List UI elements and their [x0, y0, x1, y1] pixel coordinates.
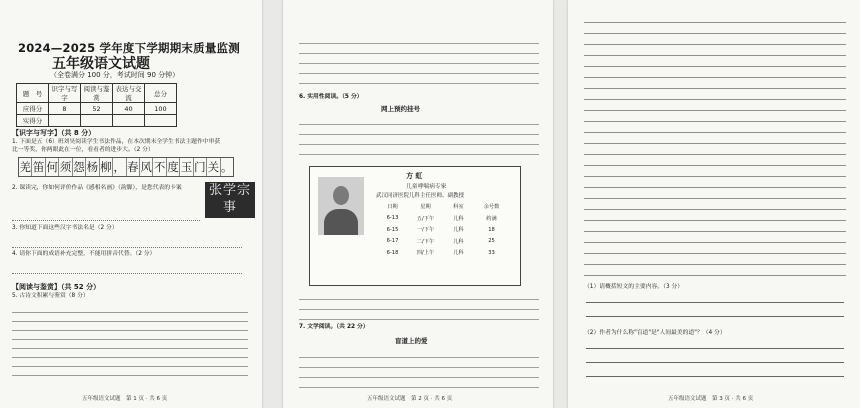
- answer-line: [586, 302, 844, 303]
- question-4: 4. 请你下面的成语补充完整，不能用拼音代替。（2 分）: [12, 251, 156, 257]
- score-table-row: 实得分: [17, 115, 177, 127]
- schedule-header: 日期 星期 科室 余号数: [387, 204, 500, 211]
- question-a: （1）请概括短文的主要内容。（3 分）: [584, 284, 684, 290]
- body-text-block: [299, 290, 539, 322]
- exam-subtitle: （全卷满分 100 分，考试时间 90 分钟）: [50, 71, 180, 79]
- page-footer: 五年级语文试题 第 1 页 · 共 6 页: [82, 396, 168, 402]
- score-table-header: 题 号 识字与写字 阅读与鉴赏 表达与交流 总分: [17, 84, 177, 103]
- section-heading: 【识字与写字】（共 8 分）: [12, 129, 96, 137]
- schedule-row: 6-17 二/下午 儿科 25: [386, 238, 495, 245]
- exam-title: 五年级语文试题: [52, 56, 150, 72]
- story-title: 盲道上的爱: [395, 337, 428, 345]
- exam-page-2: [283, 0, 553, 408]
- doctor-photo: [318, 177, 364, 235]
- answer-line: [586, 316, 844, 317]
- question-2: 2. 课读完，你如何评价作品《感相名画》（韵脚），是您代表的卡案: [12, 185, 182, 191]
- question-6: 6. 实用性阅读。（5 分）: [299, 94, 363, 100]
- schedule-row: 6-13 五/下午 儿科 约满: [386, 215, 497, 222]
- exam-page-3: [568, 0, 860, 408]
- answer-area: [12, 235, 242, 248]
- body-text-block: [299, 115, 539, 161]
- score-table-row: 应得分 8 52 40 100: [17, 103, 177, 115]
- answer-area: [12, 196, 200, 221]
- body-text-block: [12, 304, 248, 382]
- body-text-block: [584, 12, 846, 276]
- poem-calligraphy-grid: 羌 笛 何 须 怨 杨 柳 ， 春 风 不 度 玉 门 关 。: [18, 157, 234, 177]
- question-3: 3. 你知道下面这些汉字书法名是（2 分）: [12, 225, 118, 231]
- body-text-block: [299, 34, 539, 90]
- score-table: [16, 83, 177, 127]
- doctor-category: 儿童哮喘病专家: [406, 184, 447, 190]
- exam-page-1: [0, 0, 262, 408]
- section-heading: 【阅读与鉴赏】（共 52 分）: [12, 283, 101, 291]
- question-7: 7. 文学阅读。（共 22 分）: [299, 324, 369, 330]
- schedule-table: [376, 201, 508, 259]
- page-footer: 五年级语文试题 第 3 页 · 共 6 页: [668, 396, 754, 402]
- doctor-hospital: 武汉同济医院儿科主任医师、副教授: [376, 193, 465, 199]
- answer-line: [586, 348, 844, 349]
- question-1: 1. 下面是五（6）班刘昊阅读学生书法作品，在本次期末全学生书法主题作中审获 比一等奖，你两眼此在一位，看看者的进步大。（2 分）: [12, 139, 255, 153]
- doctor-name: 方 虹: [406, 172, 423, 180]
- body-text-block: [299, 348, 539, 388]
- question-b: （2）作者为什么称"盲道"是"人间最美的道"？（4 分）: [584, 330, 726, 336]
- article-title: 网上预约挂号: [381, 105, 420, 113]
- question-5: 5. 古诗文积累与鉴赏（8 分）: [12, 293, 89, 299]
- page-footer: 五年级语文试题 第 2 页 · 共 6 页: [367, 396, 453, 402]
- exam-title-year: 2024—2025 学年度下学期期末质量监测: [18, 41, 240, 55]
- answer-area: [12, 261, 242, 274]
- schedule-row: 6-15 一/下午 儿科 18: [386, 226, 495, 234]
- schedule-row: 6-18 四/上午 儿科 33: [386, 249, 495, 257]
- answer-line: [586, 362, 844, 363]
- calligraphy-image: 张学宗事: [205, 182, 255, 218]
- answer-line: [586, 376, 844, 377]
- doctor-card: [309, 166, 521, 286]
